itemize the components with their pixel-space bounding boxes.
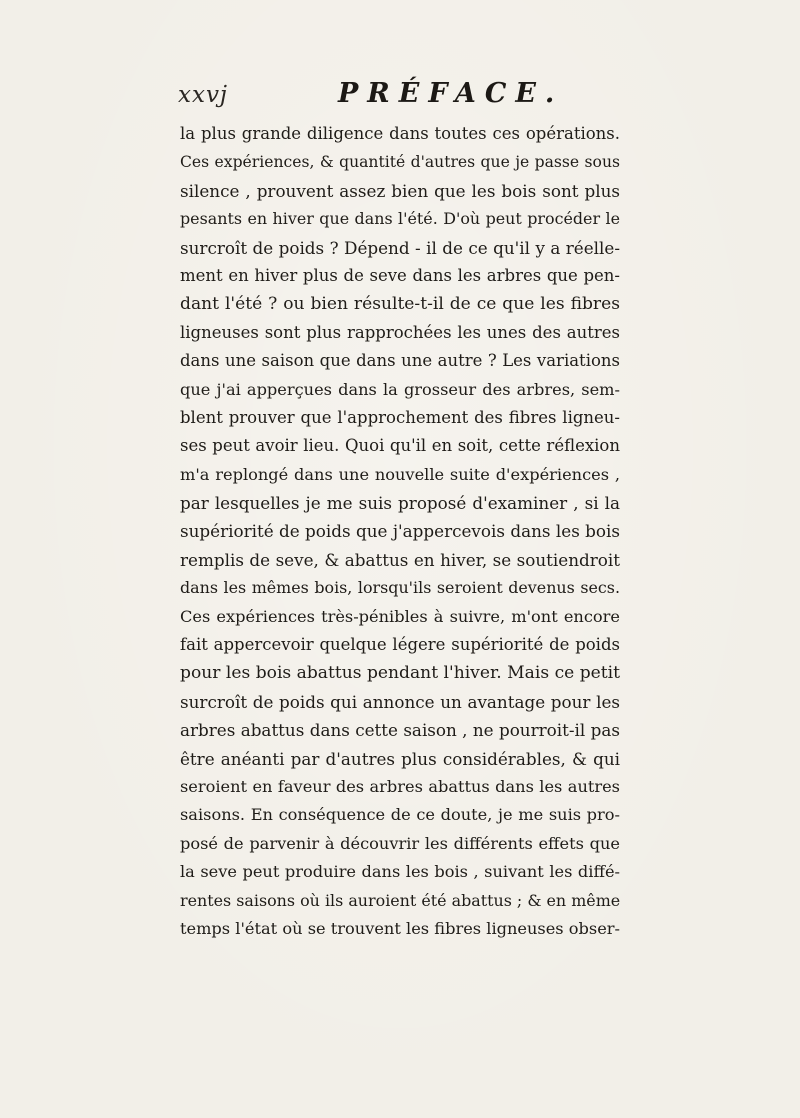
text-line: remplis de seve, & abattus en hiver, se soutiendroit xyxy=(180,549,620,570)
text-line: temps l'état où se trouvent les fibres ligneuses obser- xyxy=(180,918,620,938)
text-line: pour les bois abattus pendant l'hiver. Mais ce petit xyxy=(180,663,620,684)
text-line: blent prouver que l'approchement des fibres ligneu- xyxy=(180,407,620,427)
text-line: par lesquelles je me suis proposé d'examiner , si la xyxy=(180,493,620,514)
text-line: pesants en hiver que dans l'été. D'où peut procéder le xyxy=(180,209,620,229)
text-line: posé de parvenir à découvrir les différents effets que xyxy=(180,833,620,853)
text-line: que j'ai apperçues dans la grosseur des arbres, sem- xyxy=(180,379,620,399)
text-line: supériorité de poids que j'appercevois dans les bois xyxy=(180,521,620,542)
body-text xyxy=(180,120,620,943)
text-line: dant l'été ? ou bien résulte-t-il de ce que les fibres xyxy=(180,294,620,315)
text-line: être anéanti par d'autres plus considérables, & qui xyxy=(180,748,620,769)
text-line: dans les mêmes bois, lorsqu'ils seroient devenus secs. xyxy=(180,578,620,598)
text-line: m'a replongé dans une nouvelle suite d'expériences , xyxy=(180,464,620,484)
text-line: saisons. En conséquence de ce doute, je me suis pro- xyxy=(180,805,620,825)
text-line: ligneuses sont plus rapprochées les unes des autres xyxy=(180,322,620,342)
text-line: la seve peut produire dans les bois , suivant les diffé- xyxy=(180,862,620,882)
text-line: Ces expériences, & quantité d'autres que je passe sous xyxy=(180,153,620,172)
text-line: fait appercevoir quelque légere supériorité de poids xyxy=(180,635,620,655)
running-title: PRÉFACE. xyxy=(338,78,564,109)
text-line: dans une saison que dans une autre ? Les variations xyxy=(180,351,620,371)
text-line: seroient en faveur des arbres abattus dans les autres xyxy=(180,776,620,796)
text-line: surcroît de poids qui annonce un avantage pour les xyxy=(180,691,620,712)
text-line: Ces expériences très-pénibles à suivre, m'ont encore xyxy=(180,606,620,626)
text-line: silence , prouvent assez bien que les bois sont plus xyxy=(180,180,620,201)
page-number: xxvj xyxy=(178,82,229,108)
text-line: la plus grande diligence dans toutes ces opérations. xyxy=(180,124,620,143)
text-line: rentes saisons où ils auroient été abattus ; & en même xyxy=(180,890,621,910)
text-line: arbres abattus dans cette saison , ne pourroit-il pas xyxy=(180,720,620,741)
text-line: surcroît de poids ? Dépend - il de ce qu'il y a réelle- xyxy=(180,237,620,258)
running-head xyxy=(178,78,618,118)
text-line: ment en hiver plus de seve dans les arbres que pen- xyxy=(180,265,620,285)
text-line: ses peut avoir lieu. Quoi qu'il en soit, cette réflexion xyxy=(180,436,620,456)
